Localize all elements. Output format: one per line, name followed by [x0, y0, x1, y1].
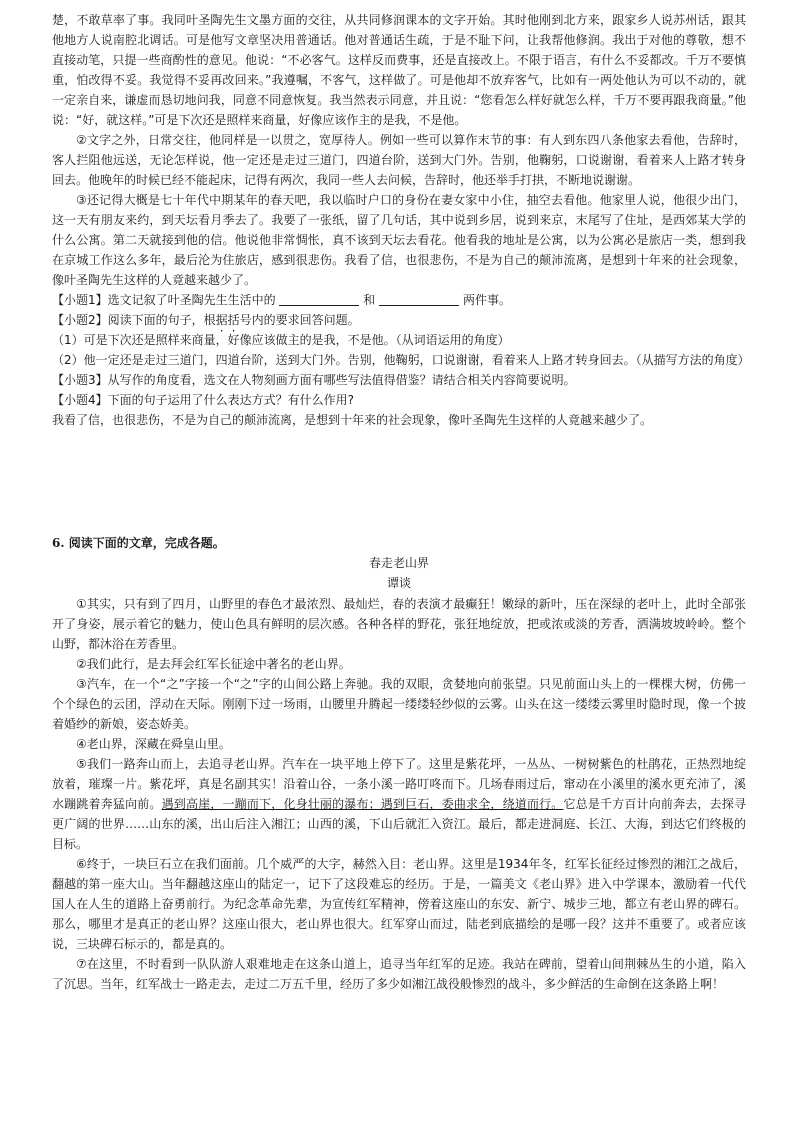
- emphasis-char-2: 括: [227, 313, 240, 327]
- question-4: 【小题4】下面的句子运用了什么表达方式？有什么作用?: [52, 393, 355, 407]
- article-paragraph-2: ②我们此行，是去拜会红军长征途中著名的老山界。: [76, 657, 351, 671]
- emphasis-char-1: 据: [215, 313, 228, 327]
- question-3: 【小题3】从写作的角度看，选文在人物刻画方面有哪些写法值得借鉴？请结合相关内容简要说明。: [52, 373, 576, 387]
- article-body: [52, 594, 746, 994]
- article-title: 春走老山界: [368, 556, 429, 570]
- answer-blank-2[interactable]: [379, 293, 459, 306]
- article-paragraph-5-a: ⑤我们一路奔山而上，去追寻老山界。汽车在一块平地上停下了。这里是紫花坪，一丛丛、一树树紫色的杜鹃花，正热烈地绽放着，璀璨一片。紫花坪，真是名副其实！沿着山谷，一条小溪一路叮咚而下。几场春雨过后，窜动在小溪里的溪水更充沛了，溪水蹦跳着奔猛向前。: [52, 757, 746, 811]
- question-2-post: 号内的要求回答问题。: [239, 313, 360, 327]
- question-2-pre: 【小题2】阅读下面的句子，根: [52, 313, 216, 327]
- article-paragraph-5: [52, 754, 746, 854]
- article-paragraph-4: ④老山界，深藏在舜皇山里。: [76, 737, 231, 751]
- paragraph-1-continued: 楚，不敢草率了事。我同叶圣陶先生文墨方面的交往，从共同修润课本的文字开始。其时他刚到北方来，跟家乡人说苏州话，跟其他地方人说南腔北调话。可是他写文章坚决用普通话。他对普通话生疏，于是不耻下问，让我帮他修润。我出于对他的尊敬，想不直接动笔，只提一些商酌性的意见。他说：“不必客气。这样反而费事，还是直接改上。不限于语言，有什么不妥都改。千万不要慎重，怕改得不妥。我觉得不妥再改回来。”我遵嘱，不客气，这样做了。可是他却不放弃客气，比如有一两处他认为可以不动的，就一定亲自来，谦虚而恳切地问我，同意不同意恢复。我当然表示同意，并且说：“您看怎么样好就怎么样，千万不要再跟我商量。”他说：“好，就这样。”可是下次还是照样来商量，好像应该作主的是我，不是他。: [52, 13, 746, 127]
- question-1-text-a: 【小题1】选文记叙了叶圣陶先生生活中的: [52, 293, 276, 307]
- article-paragraph-1: ①其实，只有到了四月，山野里的春色才最浓烈、最灿烂，春的表演才最癫狂！嫩绿的新叶，压在深绿的老叶上，此时全部张开了身姿，展示着它的魅力，使山色具有鲜明的层次感。各种各样的野花，张狂地绽放，把或浓或淡的芳香，洒满坡坡岭岭。整个山野，都沐浴在芳香里。: [52, 597, 746, 651]
- article-paragraph-6: ⑥终于，一块巨石立在我们面前。几个威严的大字，赫然入目：老山界。这里是1934年冬，红军长征经过惨烈的湘江之战后，翻越的第一座大山。当年翻越这座山的陆定一，记下了这段难忘的经历。于是，一篇美文《老山界》进入中学课本，激励着一代代国人在人生的道路上奋勇前行。为纪念革命先辈，为宣传红军精神，傍着这座山的东安、新宁、城步三地，都立有老山界的碑石。那么，哪里才是真正的老山界？这座山很大，老山界也很大。红军穿山而过，陆老到底描绘的是哪一段？这并不重要了。或者应该说，三块碑石标示的，都是真的。: [52, 857, 746, 951]
- question-1: [52, 290, 746, 310]
- paragraph-2: ②文字之外，日常交往，他同样是一以贯之，宽厚待人。例如一些可以算作末节的事：有人到东四八条他家去看他，告辞时，客人拦阻他远送，无论怎样说，他一定还是走过三道门，四道台阶，送到大门外。告别，他鞠躬，口说谢谢，看着来人上路才转身回去。他晚年的时候已经不能起床，记得有两次，我同一些人去问候，告辞时，他还举手打拱，不断地说谢谢。: [52, 133, 746, 187]
- article-author: 谭谈: [386, 576, 411, 590]
- question-2: [52, 310, 746, 330]
- article-paragraph-5-b: 它总是千方百计向前奔去，去探寻更广阔的世界……山东的溪，出山后注入湘江；山西的溪，下山后就汇入资江。最后，都走进洞庭、长江、大海，到达它们终极的目标。: [52, 797, 746, 851]
- paragraph-3: ③还记得大概是七十年代中期某年的春天吧，我以临时户口的身份在妻女家中小住，抽空去看他。他家里人说，他很少出门，这一天有朋友来约，到天坛看月季去了。我要了一张纸，留了几句话，其中说到乡居，说到来京，末尾写了住址，是西郊某大学的什么公寓。第二天就接到他的信。他说他非常惆怅，真不该到天坛去看花。他看我的地址是公寓，以为公寓必是旅店一类，想到我在京城工作这么多年，最后沦为住旅店，感到很悲伤。我看了信，也很悲伤，不是为自己的颠沛流离，是想到十年来的社会现象，像叶圣陶先生这样的人竟越来越少了。: [52, 193, 746, 287]
- question-6-heading: 6. 阅读下面的文章，完成各题。: [52, 536, 225, 550]
- question-2-item-2: （2）他一定还是走过三道门，四道台阶，送到大门外。告别，他鞠躬，口说谢谢，看着来人上路才转身回去。（从描写方法的角度）: [52, 353, 750, 367]
- passage-5-block: [52, 10, 750, 430]
- answer-blank-1[interactable]: [279, 293, 359, 306]
- question-2-item-1: （1）可是下次还是照样来商量，好像应该做主的是我，不是他。（从词语运用的角度）: [52, 333, 510, 347]
- article-paragraph-3: ③汽车，在一个“之”字接一个“之”字的山间公路上奔驰。我的双眼，贪婪地向前张望。只见前面山头上的一棵棵大树，仿佛一个个绿色的云团，浮动在天际。刚刚下过一场雨，山腰里升腾起一缕缕轻纱似的云雾。山头在这一缕缕云雾里时隐时现，像一个披着婚纱的新娘，姿态娇美。: [52, 677, 746, 731]
- underlined-sentence: 遇到高崖，一蹦而下，化身壮丽的瀑布；遇到巨石，委曲求全，绕道而行。: [161, 797, 564, 811]
- question-1-and: 和: [363, 293, 376, 307]
- question-4-sentence: 我看了信，也很悲伤，不是为自己的颠沛流离，是想到十年来的社会现象，像叶圣陶先生这样的人竟越来越少了。: [52, 413, 653, 427]
- questions-block: [52, 290, 750, 430]
- question-1-text-b: 两件事。: [462, 293, 511, 307]
- article-paragraph-7: ⑦在这里，不时看到一队队游人艰难地走在这条山道上，追寻当年红军的足迹。我站在碑前，望着山间荆棘丛生的小道，陷入了沉思。当年，红军战士一路走去，走过二万五千里，经历了多少如湘江战役般惨烈的战斗，多少鲜活的生命倒在这条路上啊！: [52, 957, 746, 991]
